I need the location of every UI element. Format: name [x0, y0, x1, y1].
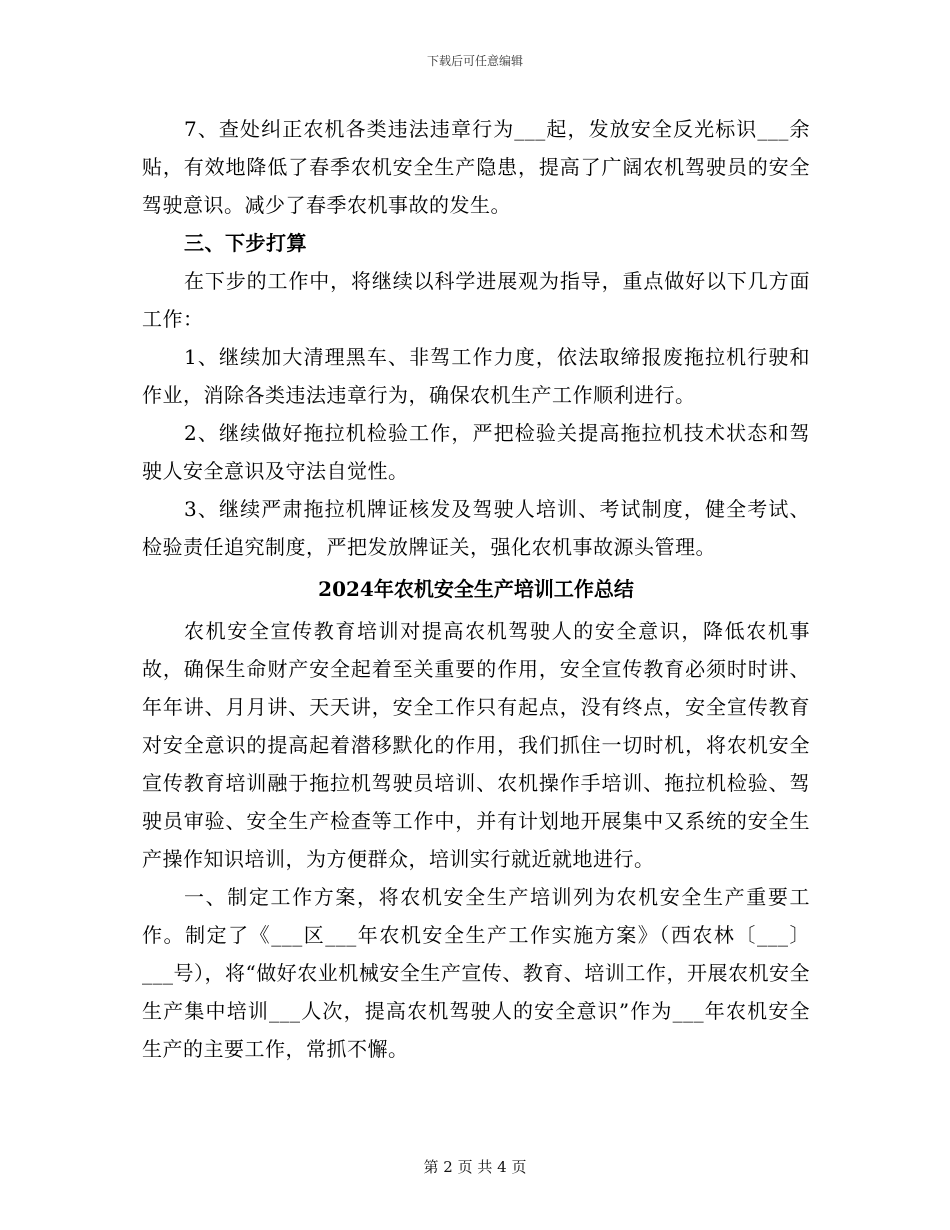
- document-body: [142, 110, 810, 1068]
- paragraph-intro: 农机安全宣传教育培训对提高农机驾驶人的安全意识，降低农机事故，确保生命财产安全起着至关重要的作用，安全宣传教育必须时时讲、年年讲、月月讲、天天讲，安全工作只有起点，没有终点，安全宣传教育对安全意识的提高起着潜移默化的作用，我们抓住一切时机，将农机安全宣传教育培训融于拖拉机驾驶员培训、农机操作手培训、拖拉机检验、驾驶员审验、安全生产检查等工作中，并有计划地开展集中又系统的安全生产操作知识培训，为方便群众，培训实行就近就地进行。: [142, 619, 810, 871]
- page-number: 第 2 页 共 4 页: [423, 1158, 527, 1176]
- paragraph-next-steps-intro: 在下步的工作中，将继续以科学进展观为指导，重点做好以下几方面工作：: [142, 269, 810, 331]
- section-heading-next-steps: 三、下步打算: [184, 231, 307, 255]
- paragraph-item-7: 7、查处纠正农机各类违法违章行为___起，发放安全反光标识___余贴，有效地降低了春季农机安全生产隐患，提高了广阔农机驾驶员的安全驾驶意识。减少了春季农机事故的发生。: [142, 117, 810, 217]
- paragraph-next-step-1: 1、继续加大清理黑车、非驾工作力度，依法取缔报废拖拉机行驶和作业，消除各类违法违章行为，确保农机生产工作顺利进行。: [142, 345, 810, 407]
- page-header: 下载后可任意编辑: [426, 54, 523, 68]
- paragraph-next-step-2: 2、继续做好拖拉机检验工作，严把检验关提高拖拉机技术状态和驾驶人安全意识及守法自觉性。: [142, 421, 810, 483]
- paragraph-section-one: 一、制定工作方案，将农机安全生产培训列为农机安全生产重要工作。制定了《___区___年农机安全生产工作实施方案》（西农林〔___〕___号），将“做好农业机械安全生产宣传、教育、培训工作，开展农机安全生产集中培训___人次，提高农机驾驶人的安全意识”作为___年农机安全生产的主要工作，常抓不懈。: [142, 885, 810, 1061]
- document-title: 2024年农机安全生产培训工作总结: [318, 577, 634, 601]
- paragraph-next-step-3: 3、继续严肃拖拉机牌证核发及驾驶人培训、考试制度，健全考试、检验责任追究制度，严把发放牌证关，强化农机事故源头管理。: [142, 497, 810, 559]
